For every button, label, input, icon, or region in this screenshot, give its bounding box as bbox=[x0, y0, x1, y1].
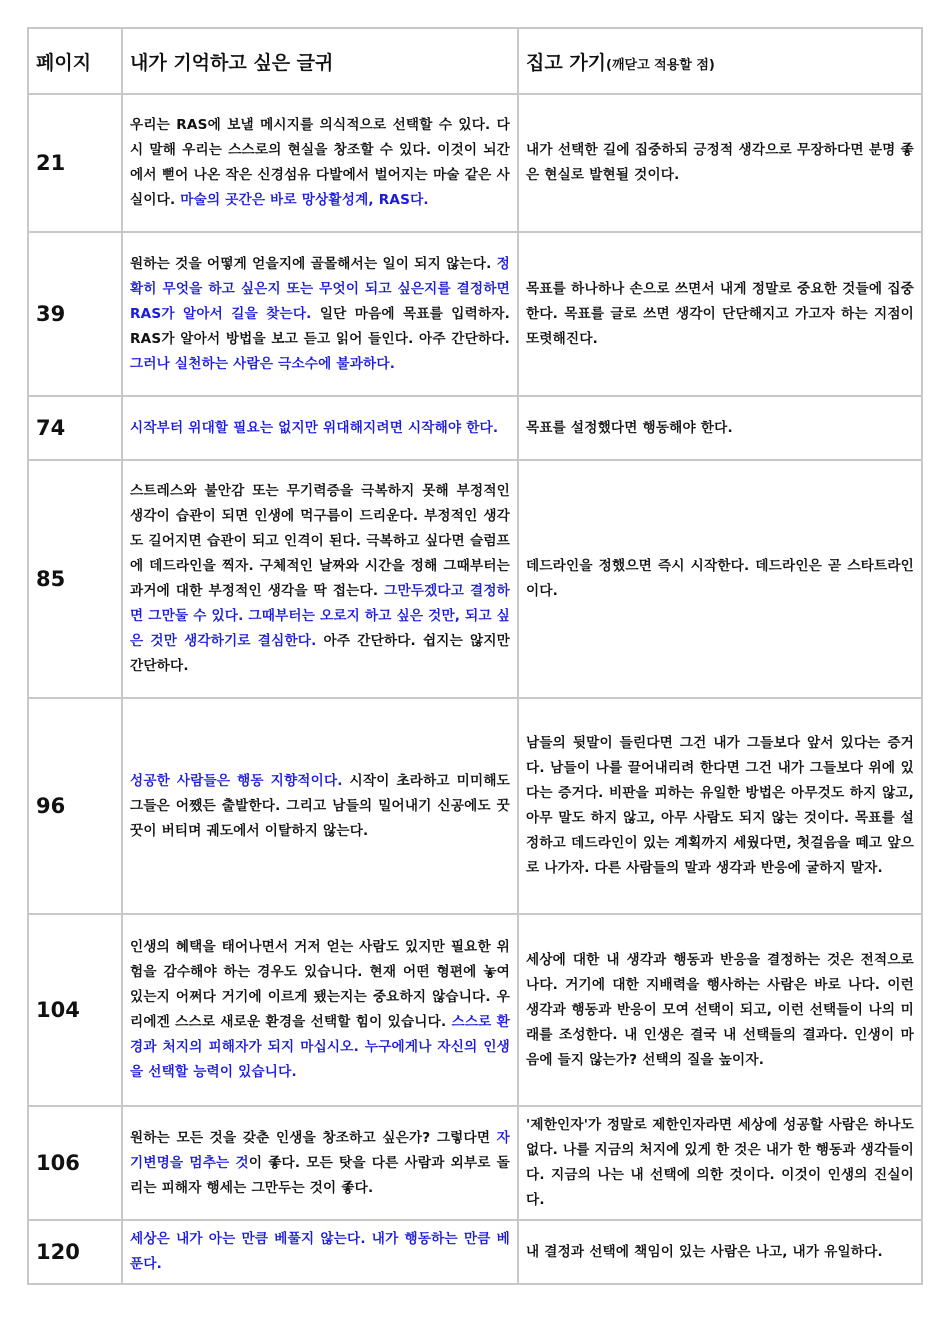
quote-text: 인생의 혜택을 태어나면서 거저 얻는 사람도 있지만 필요한 위험을 감수해야 하는 경우도 있습니다. 현재 어떤 형편에 놓여 있는지 어쩌다 거기에 이르게 됐는지는 중요하지 않습니다. 우리에겐 스스로 새로운 환경을 선택할 힘이 있습니다. bbox=[130, 939, 510, 1030]
quote-cell bbox=[122, 460, 518, 698]
quote-highlight: 스스로 환경과 처지의 피해자가 되지 마십시오. 누구에게나 자신의 인생을 선택할 능력이 있습니다. bbox=[130, 1014, 510, 1080]
header-takeaway-sub: (깨닫고 적용할 점) bbox=[606, 57, 715, 73]
table-row bbox=[28, 232, 922, 396]
table-row bbox=[28, 914, 922, 1106]
reading-notes-table bbox=[27, 27, 923, 1285]
quote-text: 시작이 초라하고 미미해도 그들은 어쨌든 출발한다. 그리고 남들의 밀어내기 신공에도 꿋꿋이 버티며 궤도에서 이탈하지 않는다. bbox=[130, 772, 510, 839]
table-row bbox=[28, 94, 922, 232]
quote-cell bbox=[122, 1220, 518, 1284]
quote-text: 원하는 모든 것을 갖춘 인생을 창조하고 싶은가? 그렇다면 bbox=[130, 1129, 497, 1146]
table-row bbox=[28, 396, 922, 460]
page-number: 104 bbox=[28, 914, 122, 1106]
quote-text: 우리는 RAS에 보낼 메시지를 의식적으로 선택할 수 있다. 다시 말해 우리는 스스로의 현실을 창조할 수 있다. 이것이 뇌간에서 뻗어 나온 작은 신경섬유 다발에서 벌어지는 마술 같은 사실이다. bbox=[130, 117, 510, 208]
header-quote: 내가 기억하고 싶은 글귀 bbox=[122, 28, 518, 94]
table-row bbox=[28, 1220, 922, 1284]
quote-highlight: 자기변명을 멈추는 것 bbox=[130, 1129, 510, 1171]
takeaway-cell: 내 결정과 선택에 책임이 있는 사람은 나고, 내가 유일하다. bbox=[518, 1220, 922, 1284]
quote-cell bbox=[122, 94, 518, 232]
quote-text: 일단 마음에 목표를 입력하자. RAS가 알아서 방법을 보고 듣고 읽어 들인다. 아주 간단하다. bbox=[130, 305, 511, 347]
quote-cell bbox=[122, 698, 518, 914]
page-number: 96 bbox=[28, 698, 122, 914]
quote-highlight: 세상은 내가 아는 만큼 베풀지 않는다. 내가 행동하는 만큼 베푼다. bbox=[130, 1231, 510, 1272]
page-number: 120 bbox=[28, 1220, 122, 1284]
quote-text: 이 좋다. 모든 탓을 다른 사람과 외부로 돌리는 피해자 행세는 그만두는 것이 좋다. bbox=[130, 1154, 510, 1196]
page-number: 39 bbox=[28, 232, 122, 396]
table-row bbox=[28, 698, 922, 914]
quote-highlight: 시작부터 위대할 필요는 없지만 위대해지려면 시작해야 한다. bbox=[130, 419, 499, 436]
page-number: 74 bbox=[28, 396, 122, 460]
quote-cell bbox=[122, 396, 518, 460]
page-number: 106 bbox=[28, 1106, 122, 1220]
table-row bbox=[28, 460, 922, 698]
quote-cell bbox=[122, 1106, 518, 1220]
takeaway-cell: 목표를 하나하나 손으로 쓰면서 내게 정말로 중요한 것들에 집중한다. 목표를 글로 쓰면 생각이 단단해지고 가고자 하는 지점이 또렷해진다. bbox=[518, 232, 922, 396]
quote-text: 스트레스와 불안감 또는 무기력증을 극복하지 못해 부정적인 생각이 습관이 되면 인생에 먹구름이 드리운다. 부정적인 생각도 길어지면 습관이 되고 인격이 된다. 극복하고 싶다면 슬럼프에 데드라인을 찍자. 구체적인 날짜와 시간을 정해 그때부터는 과거에 대한 부정적인 생각을 딱 접는다. bbox=[130, 483, 510, 599]
quote-highlight: 마술의 곳간은 바로 망상활성계, RAS다. bbox=[180, 192, 429, 208]
quote-highlight: 정확히 무엇을 하고 싶은지 또는 무엇이 되고 싶은지를 결정하면 RAS가 알아서 길을 찾는다. bbox=[130, 255, 510, 322]
takeaway-cell: 남들의 뒷말이 들린다면 그건 내가 그들보다 앞서 있다는 증거다. 남들이 나를 끌어내리려 한다면 그건 내가 그들보다 위에 있다는 증거다. 비판을 피하는 유일한 방법은 아무것도 하지 않고, 아무 말도 하지 않고, 아무 사람도 되지 않는 것이다. 목표를 설정하고 데드라인이 있는 계획까지 세웠다면, 첫걸음을 떼고 앞으로 나가자. 다른 사람들의 말과 생각과 반응에 굴하지 말자. bbox=[518, 698, 922, 914]
quote-highlight: 성공한 사람들은 행동 지향적이다. bbox=[130, 772, 343, 789]
quote-text: 원하는 것을 어떻게 얻을지에 골몰해서는 일이 되지 않는다. bbox=[130, 255, 497, 272]
page-number: 85 bbox=[28, 460, 122, 698]
header-page: 페이지 bbox=[28, 28, 122, 94]
table-header bbox=[28, 28, 922, 94]
quote-cell bbox=[122, 232, 518, 396]
quote-cell bbox=[122, 914, 518, 1106]
quote-highlight: 그러나 실천하는 사람은 극소수에 불과하다. bbox=[130, 355, 396, 372]
table-row bbox=[28, 1106, 922, 1220]
takeaway-cell: '제한인자'가 정말로 제한인자라면 세상에 성공할 사람은 하나도 없다. 나를 지금의 처지에 있게 한 것은 내가 한 행동과 생각들이다. 지금의 나는 내 선택에 의한 것이다. 이것이 인생의 진실이다. bbox=[518, 1106, 922, 1220]
header-takeaway bbox=[518, 28, 922, 94]
header-takeaway-main: 집고 가기 bbox=[526, 51, 607, 74]
quote-text: 아주 간단하다. 쉽지는 않지만 간단하다. bbox=[130, 633, 511, 674]
quote-highlight: 그만두겠다고 결정하면 그만둘 수 있다. 그때부터는 오로지 하고 싶은 것만, 되고 싶은 것만 생각하기로 결심한다. bbox=[130, 583, 511, 649]
takeaway-cell: 데드라인을 정했으면 즉시 시작한다. 데드라인은 곧 스타트라인이다. bbox=[518, 460, 922, 698]
page-number: 21 bbox=[28, 94, 122, 232]
takeaway-cell: 세상에 대한 내 생각과 행동과 반응을 결정하는 것은 전적으로 나다. 거기에 대한 지배력을 행사하는 사람은 바로 나다. 이런 생각과 행동과 반응이 모여 선택이 되고, 이런 선택들이 나의 미래를 조성한다. 내 인생은 결국 내 선택들의 결과다. 인생이 마음에 들지 않는가? 선택의 질을 높이자. bbox=[518, 914, 922, 1106]
takeaway-cell: 목표를 설정했다면 행동해야 한다. bbox=[518, 396, 922, 460]
takeaway-cell: 내가 선택한 길에 집중하되 긍정적 생각으로 무장하다면 분명 좋은 현실로 발현될 것이다. bbox=[518, 94, 922, 232]
